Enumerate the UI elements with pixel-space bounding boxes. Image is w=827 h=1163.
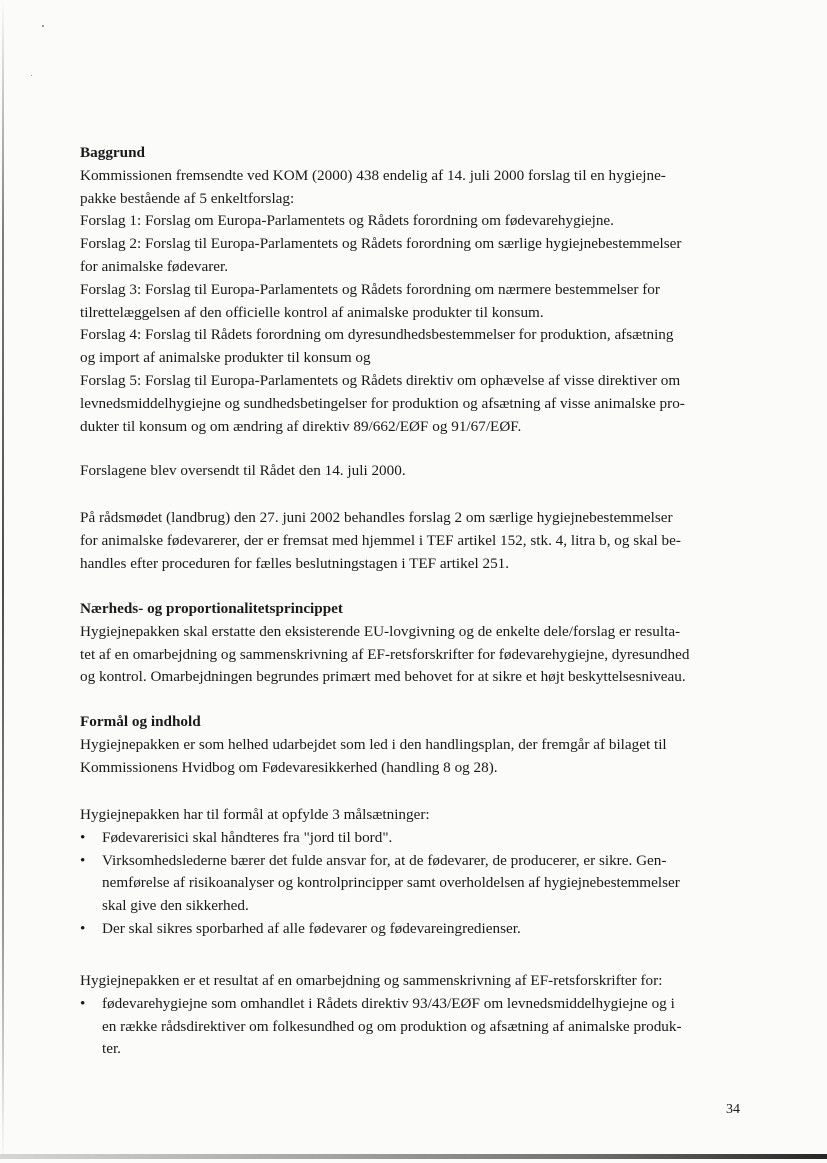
text-line: Kommissionen fremsendte ved KOM (2000) 438 endelig af 14. juli 2000 forslag til en hygiejne- — [80, 166, 666, 184]
text-line: • fødevarehygiejne som omhandlet i Rådets direktiv 93/43/EØF om levnedsmiddelhygiejne og i — [102, 994, 675, 1012]
scan-speck — [31, 75, 32, 76]
text-line: Hygiejnepakken skal erstatte den eksisterende EU-lovgivning og de enkelte dele/forslag er resulta- — [80, 622, 681, 640]
page-number: 34 — [726, 1102, 740, 1117]
text-line: levnedsmiddelhygiejne og sundhedsbetingelser for produktion og afsætning af visse animalske pro- — [80, 394, 685, 412]
text-line: Forslag 3: Forslag til Europa-Parlamentets og Rådets forordning om nærmere bestemmelser for — [80, 280, 660, 298]
section-baggrund — [80, 142, 750, 438]
text-line: for animalske fødevarer. — [80, 257, 229, 275]
text-line: og kontrol. Omarbejdningen begrundes primært med behovet for at sikre et højt beskyttelsesniveau. — [80, 668, 686, 686]
text-line: dukter til konsum og om ændring af direktiv 89/662/EØF og 91/67/EØF. — [80, 417, 522, 435]
list-item — [80, 918, 750, 941]
text-line: handles efter proceduren for fælles beslutningstagen i TEF artikel 251. — [80, 554, 510, 572]
text-line: skal give den sikkerhed. — [102, 897, 249, 915]
text-line: På rådsmødet (landbrug) den 27. juni 2002 behandles forslag 2 om særlige hygiejnebestemmelser — [80, 509, 673, 526]
bullet-list — [80, 993, 750, 1061]
text-line: tet af en omarbejdning og sammenskrivning af EF-retsforskrifter for fødevarehygiejne, dyresundhed — [80, 645, 690, 663]
section-formaal — [80, 711, 750, 779]
text-line: Forslag 5: Forslag til Europa-Parlamentets og Rådets direktiv om ophævelse af visse direktiver om — [80, 371, 681, 389]
section-heading: Nærheds- og proportionalitetsprincippet — [80, 600, 343, 617]
text-line: for animalske fødevarerer, der er fremsat med hjemmel i TEF artikel 152, stk. 4, litra b, og skal be- — [80, 531, 681, 549]
text-line: Forslag 1: Forslag om Europa-Parlamentets og Rådets forordning om fødevarehygiejne. — [80, 212, 614, 230]
scan-left-edge — [2, 0, 4, 1163]
paragraph-oversendt — [80, 460, 750, 483]
scan-bottom-edge — [0, 1154, 827, 1159]
text-line: Hygiejnepakken har til formål at opfylde 3 målsætninger: — [80, 806, 430, 823]
scan-speck — [42, 25, 44, 27]
section-malsaetninger — [80, 804, 750, 941]
bullet-list — [80, 827, 750, 941]
section-heading: Formål og indhold — [80, 713, 201, 730]
text-line: Hygiejnepakken er som helhed udarbejdet som led i den handlingsplan, der fremgår af bilaget til — [80, 735, 667, 753]
section-heading: Baggrund — [80, 144, 145, 161]
text-line: Forslag 2: Forslag til Europa-Parlamentets og Rådets forordning om særlige hygiejnebestemmelser — [80, 235, 682, 253]
text-line: tilrettelæggelsen af den officielle kontrol af animalske produkter til konsum. — [80, 303, 544, 321]
text-line: • Der skal sikres sporbarhed af alle fødevarer og fødevareingredienser. — [102, 919, 521, 937]
text-line: • Fødevarerisici skal håndteres fra "jord til bord". — [102, 828, 393, 846]
text-line: ter. — [102, 1040, 121, 1058]
list-item — [80, 827, 750, 850]
text-line: pakke bestående af 5 enkeltforslag: — [80, 189, 295, 207]
text-line: • Virksomhedslederne bærer det fulde ansvar for, at de fødevarer, de producerer, er sikre. Gen- — [102, 851, 667, 869]
text-line: en række rådsdirektiver om folkesundhed og om produktion og afsætning af animalske produk- — [102, 1017, 682, 1035]
text-line: og import af animalske produkter til konsum og — [80, 349, 371, 367]
text-line: nemførelse af risikoanalyser og kontrolprincipper samt overholdelsen af hygiejnebestemmelser — [102, 874, 680, 892]
list-item — [80, 850, 750, 918]
text-line: Kommissionens Hvidbog om Fødevaresikkerhed (handling 8 og 28). — [80, 758, 498, 776]
text-line: Forslagene blev oversendt til Rådet den 14. juli 2000. — [80, 462, 406, 479]
section-resultat — [80, 970, 750, 1061]
text-line: Forslag 4: Forslag til Rådets forordning om dyresundhedsbestemmelser for produktion, afsætning — [80, 326, 674, 344]
list-item — [80, 993, 750, 1061]
section-naerhed — [80, 598, 750, 689]
text-line: Hygiejnepakken er et resultat af en omarbejdning og sammenskrivning af EF-retsforskrifter for: — [80, 972, 663, 989]
paragraph-raadsmoede — [80, 507, 750, 575]
